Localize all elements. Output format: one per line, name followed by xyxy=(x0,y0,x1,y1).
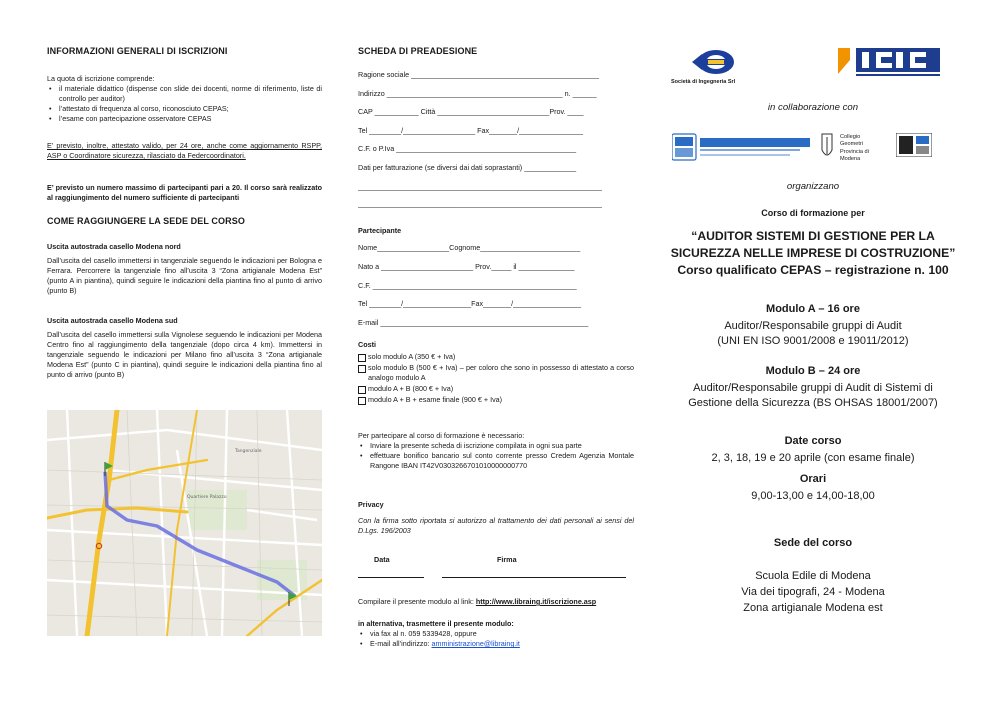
cost-option-checkbox[interactable]: modulo A + B (800 € + Iva) xyxy=(358,384,634,394)
company-name-field[interactable]: Ragione sociale _______________________________________________ xyxy=(358,70,600,79)
billing-line[interactable]: _____________________________________________________________ xyxy=(358,199,602,208)
list-item xyxy=(358,639,634,649)
module-a-title: Modulo A – 16 ore xyxy=(766,303,860,315)
module-a-text: Auditor/Responsabile gruppi di Audit (UNI EN ISO 9001/2008 e 19011/2012) xyxy=(717,320,909,347)
registration-title: SCHEDA DI PREADESIONE xyxy=(358,46,478,56)
costs-title: Costi xyxy=(358,340,376,349)
costs-list xyxy=(358,352,634,406)
compile-prefix: Compilare il presente modulo al link: xyxy=(358,597,476,606)
participant-title: Partecipante xyxy=(358,226,402,235)
cost-option-checkbox[interactable]: solo modulo B (500 € + Iva) – per coloro che sono in possesso di attestato a corso analogo modulo A xyxy=(358,363,634,383)
info-list xyxy=(47,84,322,124)
module-b-text: Auditor/Responsabile gruppi di Audit di Sistemi di Gestione della Sicurezza (BS OHSAS 18001/2007) xyxy=(688,382,938,409)
registration-link[interactable]: http://www.libraing.it/iscrizione.asp xyxy=(475,597,597,606)
cap-city-field[interactable]: CAP ___________ Città ____________________________Prov. ____ xyxy=(358,107,584,116)
privacy-title: Privacy xyxy=(358,500,384,509)
tax-code-field[interactable]: C.F. o P.Iva _____________________________________________ xyxy=(358,144,577,153)
south-exit-title: Uscita autostrada casello Modena sud xyxy=(47,316,178,325)
name-surname-field[interactable]: Nome__________________Cognome_________________________ xyxy=(358,243,581,252)
cost-option-checkbox[interactable]: solo modulo A (350 € + Iva) xyxy=(358,352,634,362)
libra-caption: Società di Ingegneria Srl xyxy=(671,79,736,85)
billing-line[interactable]: _____________________________________________________________ xyxy=(358,182,602,191)
directions-map xyxy=(47,410,322,636)
participant-phone-field[interactable]: Tel ________/_________________Fax_______/_________________ xyxy=(358,299,582,308)
module-b-title: Modulo B – 24 ore xyxy=(765,365,861,377)
list-item: • Inviare la presente scheda di iscrizione compilata in ogni sua parte xyxy=(358,441,634,451)
venue-title: Sede del corso xyxy=(773,537,853,549)
course-for-text: Corso di formazione per xyxy=(761,208,865,218)
list-item: • via fax al n. 059 5339428, oppure xyxy=(358,629,634,639)
info-intro: La quota di iscrizione comprende: xyxy=(47,74,155,83)
participant-tax-code-field[interactable]: C.F. ___________________________________________________ xyxy=(358,281,577,290)
geometri-emblem xyxy=(820,132,834,162)
dates-title: Date corso xyxy=(784,435,842,447)
left-panel xyxy=(47,0,322,702)
phone-fax-field[interactable]: Tel ________/__________________ Fax_______/________________ xyxy=(358,126,584,135)
privacy-text: Con la firma sotto riportata si autorizzo al trattamento dei dati personali ai sensi del D.Lgs. 196/2003 xyxy=(358,516,634,535)
south-exit-text: Dall’uscita del casello immettersi sulla Vignolese seguendo le indicazioni per Modena Centro fino al raggiungimento della tangenziale (dopo circa 4 km). Immettersi in tangenziale seguendo le indicazioni per Milano fino all’uscita 3 “Zona artigianale Modena Est” (punto C in piantina), quindi seguire le indicazioni della piantina fino al punto di arrivo (punto B) xyxy=(47,330,322,379)
course-panel xyxy=(668,0,958,702)
north-exit-title: Uscita autostrada casello Modena nord xyxy=(47,242,181,251)
map-label: Tangenziale xyxy=(235,449,262,454)
scuola-edile-logo xyxy=(896,133,932,157)
max-participants-note: E’ previsto un numero massimo di partecipanti pari a 20. Il corso sarà realizzato al raggiungimento del numero sufficiente di partecipanti xyxy=(47,183,322,202)
email-link[interactable]: amministrazione@libraing.it xyxy=(431,639,520,648)
rspp-note: E’ previsto, inoltre, attestato valido, per 24 ore, anche come aggiornamento RSPP, ASP o Coordinatore sicurezza, rilasciato da Federcoordinatori. xyxy=(47,141,322,160)
organize-text: organizzano xyxy=(786,181,840,192)
dates-text: 2, 3, 18, 19 e 20 aprile (con esame finale) xyxy=(711,452,915,464)
cost-option-checkbox[interactable]: modulo A + B + esame finale (900 € + Iva) xyxy=(358,395,634,405)
collaboration-text: in collaborazione con xyxy=(767,102,859,113)
alternative-list xyxy=(358,629,634,649)
directions-section-title: COME RAGGIUNGERE LA SEDE DEL CORSO xyxy=(47,216,245,226)
billing-field[interactable]: Dati per fatturazione (se diversi dai dati soprastanti) _____________ xyxy=(358,163,577,172)
participation-list xyxy=(358,441,634,471)
alternative-title: in alternativa, trasmettere il presente modulo: xyxy=(358,619,514,628)
signature-label: Firma xyxy=(497,555,517,564)
email-field[interactable]: E-mail ____________________________________________________ xyxy=(358,318,589,327)
birth-field[interactable]: Nato a _______________________ Prov._____ il ______________ xyxy=(358,262,575,271)
federcoordinatori-logo xyxy=(672,132,812,162)
date-label: Data xyxy=(374,555,390,564)
compile-note xyxy=(358,597,634,607)
venue-text: Scuola Edile di Modena Via dei tipografi, 24 - Modena Zona artigianale Modena est xyxy=(741,570,885,614)
signature-line[interactable] xyxy=(442,577,626,578)
list-item: • l’attestato di frequenza al corso, riconosciuto CEPAS; xyxy=(47,104,322,114)
map-image xyxy=(47,410,322,636)
list-item: • il materiale didattico (dispense con slide dei docenti, norme di riferimento, liste di controllo per auditor) xyxy=(47,84,322,104)
email-prefix: E-mail all’indirizzo: xyxy=(370,639,432,648)
list-item: • effettuare bonifico bancario sul conto corrente presso Credem Agenzia Montale Rangone IBAN IT42V0303266701010000000770 xyxy=(358,451,634,471)
registration-panel xyxy=(358,0,634,702)
icic-logo xyxy=(836,46,942,78)
geometri-text: Collegio Geometri Provincia di Modena xyxy=(840,134,869,163)
participation-intro: Per partecipare al corso di formazione è necessario: xyxy=(358,431,525,440)
geometri-logo xyxy=(820,132,882,168)
hours-text: 9,00-13,00 e 14,00-18,00 xyxy=(751,490,875,502)
course-title: “AUDITOR SISTEMI DI GESTIONE PER LA SICUREZZA NELLE IMPRESE DI COSTRUZIONE” Corso qualificato CEPAS – registrazione n. 100 xyxy=(670,229,956,277)
hours-title: Orari xyxy=(799,473,827,485)
address-field[interactable]: Indirizzo ____________________________________________ n. ______ xyxy=(358,89,597,98)
libra-logo xyxy=(678,48,738,78)
date-line[interactable] xyxy=(358,577,424,578)
list-item: • l’esame con partecipazione osservatore CEPAS xyxy=(47,114,322,124)
info-section-title: INFORMAZIONI GENERALI DI ISCRIZIONI xyxy=(47,46,228,56)
north-exit-text: Dall’uscita del casello immettersi in tangenziale seguendo le indicazioni per Bologna e Ferrara. Percorrere la tangenziale fino all’uscita 3 “Zona artigianale Modena Est” (punto A in piantina), quindi seguire le indicazioni della piantina fino al punto di arrivo (punto B) xyxy=(47,256,322,295)
map-place-label: Quartiere Palazzo xyxy=(187,495,227,500)
